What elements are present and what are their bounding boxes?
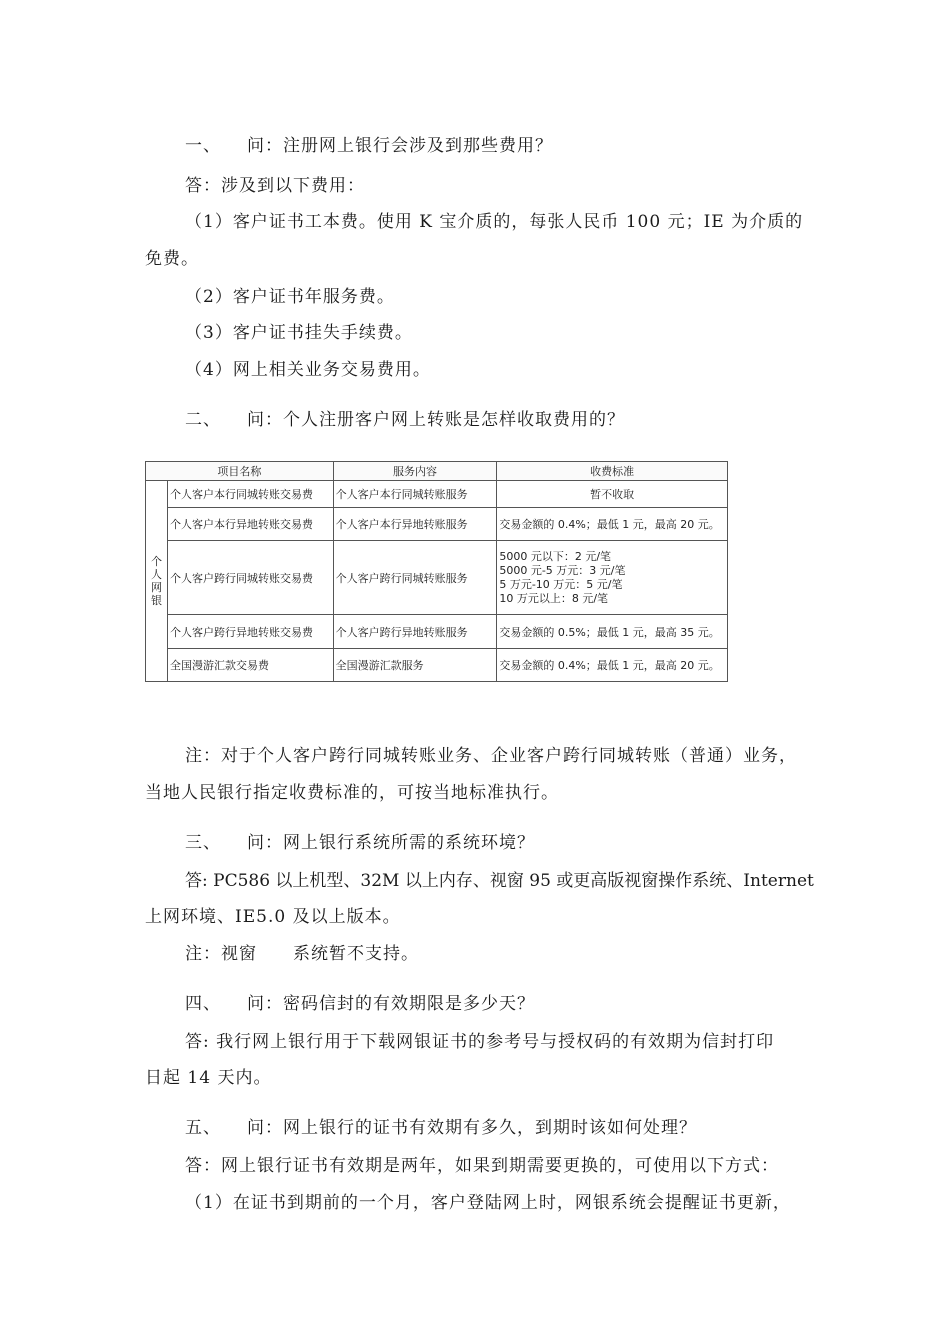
answer-5: 答：网上银行证书有效期是两年，如果到期需要更换的，可使用以下方式：: [185, 1156, 779, 1176]
question-number: 二、: [185, 410, 221, 430]
row-name: 个人客户跨行同城转账交易费: [167, 541, 333, 615]
question-number: 五、: [185, 1118, 221, 1138]
note-1-line-1: 注：对于个人客户跨行同城转账业务、企业客户跨行同城转账（普通）业务，: [185, 746, 797, 766]
row-fee: 交易金额的 0.4%；最低 1 元，最高 20 元。: [497, 508, 728, 541]
header-service: 服务内容: [333, 462, 497, 481]
answer-3-line-2: 上网环境、IE5.0 及以上版本。: [145, 907, 401, 927]
answer-1-item-2: （2）客户证书年服务费。: [185, 287, 395, 307]
header-item-name: 项目名称: [146, 462, 334, 481]
question-text: 问：网上银行系统所需的系统环境？: [247, 833, 535, 853]
group-label-char: 银: [150, 594, 162, 607]
question-number: 三、: [185, 833, 221, 853]
question-4: [185, 994, 535, 1014]
fee-line: 5000 元-5 万元：3 元/笔: [499, 563, 626, 577]
row-name: 全国漫游汇款交易费: [167, 649, 333, 682]
row-fee: [497, 541, 728, 615]
answer-1-item-3: （3）客户证书挂失手续费。: [185, 323, 413, 343]
answer-1-item-1: （1）客户证书工本费。使用 K 宝介质的，每张人民币 100 元；IE 为介质的: [185, 212, 804, 232]
fee-table: [145, 461, 728, 682]
table-header-row: [146, 462, 728, 481]
answer-1-item-1-cont: 免费。: [145, 249, 199, 269]
row-name: 个人客户本行异地转账交易费: [167, 508, 333, 541]
question-text: 问：注册网上银行会涉及到那些费用？: [247, 136, 553, 156]
row-fee: 交易金额的 0.4%；最低 1 元，最高 20 元。: [497, 649, 728, 682]
table-row: [146, 508, 728, 541]
note-3: 注：视窗 系统暂不支持。: [185, 944, 419, 964]
question-5: [185, 1118, 697, 1138]
table-row: [146, 649, 728, 682]
question-number: 一、: [185, 136, 221, 156]
question-2: [185, 410, 625, 430]
row-service: 全国漫游汇款服务: [333, 649, 497, 682]
row-name: 个人客户本行同城转账交易费: [167, 481, 333, 508]
question-3: [185, 833, 535, 853]
row-service: 个人客户本行同城转账服务: [333, 481, 497, 508]
group-label-char: 网: [150, 581, 162, 594]
answer-1-item-4: （4）网上相关业务交易费用。: [185, 360, 431, 380]
question-text: 问：个人注册客户网上转账是怎样收取费用的？: [247, 410, 625, 430]
question-1: [185, 136, 553, 156]
row-service: 个人客户跨行异地转账服务: [333, 615, 497, 649]
group-label-char: 个: [150, 555, 162, 568]
row-fee: 暂不收取: [497, 481, 728, 508]
row-name: 个人客户跨行异地转账交易费: [167, 615, 333, 649]
row-service: 个人客户跨行同城转账服务: [333, 541, 497, 615]
group-label: [146, 555, 167, 607]
table-row: [146, 615, 728, 649]
fee-line: 5000 元以下：2 元/笔: [499, 549, 612, 563]
question-text: 问：网上银行的证书有效期有多久，到期时该如何处理？: [247, 1118, 697, 1138]
header-fee: 收费标准: [497, 462, 728, 481]
table-row: [146, 541, 728, 615]
answer-4-line-1: 答: 我行网上银行用于下载网银证书的参考号与授权码的有效期为信封打印: [185, 1032, 775, 1052]
answer-5-item-1: （1）在证书到期前的一个月，客户登陆网上时，网银系统会提醒证书更新，: [185, 1193, 791, 1213]
question-text: 问：密码信封的有效期限是多少天？: [247, 994, 535, 1014]
row-fee: 交易金额的 0.5%；最低 1 元，最高 35 元。: [497, 615, 728, 649]
fee-line: 10 万元以上：8 元/笔: [499, 591, 609, 605]
answer-3-line-1: 答: PC586 以上机型、32M 以上内存、视窗 95 或更高版视窗操作系统、Internet: [185, 871, 814, 891]
group-label-cell: [146, 481, 168, 682]
answer-4-line-2: 日起 14 天内。: [145, 1068, 272, 1088]
answer-1: 答：涉及到以下费用：: [185, 176, 365, 196]
row-service: 个人客户本行异地转账服务: [333, 508, 497, 541]
question-number: 四、: [185, 994, 221, 1014]
table-row: [146, 481, 728, 508]
fee-line: 5 万元-10 万元：5 元/笔: [499, 577, 623, 591]
group-label-char: 人: [150, 568, 162, 581]
note-1-line-2: 当地人民银行指定收费标准的，可按当地标准执行。: [145, 783, 559, 803]
